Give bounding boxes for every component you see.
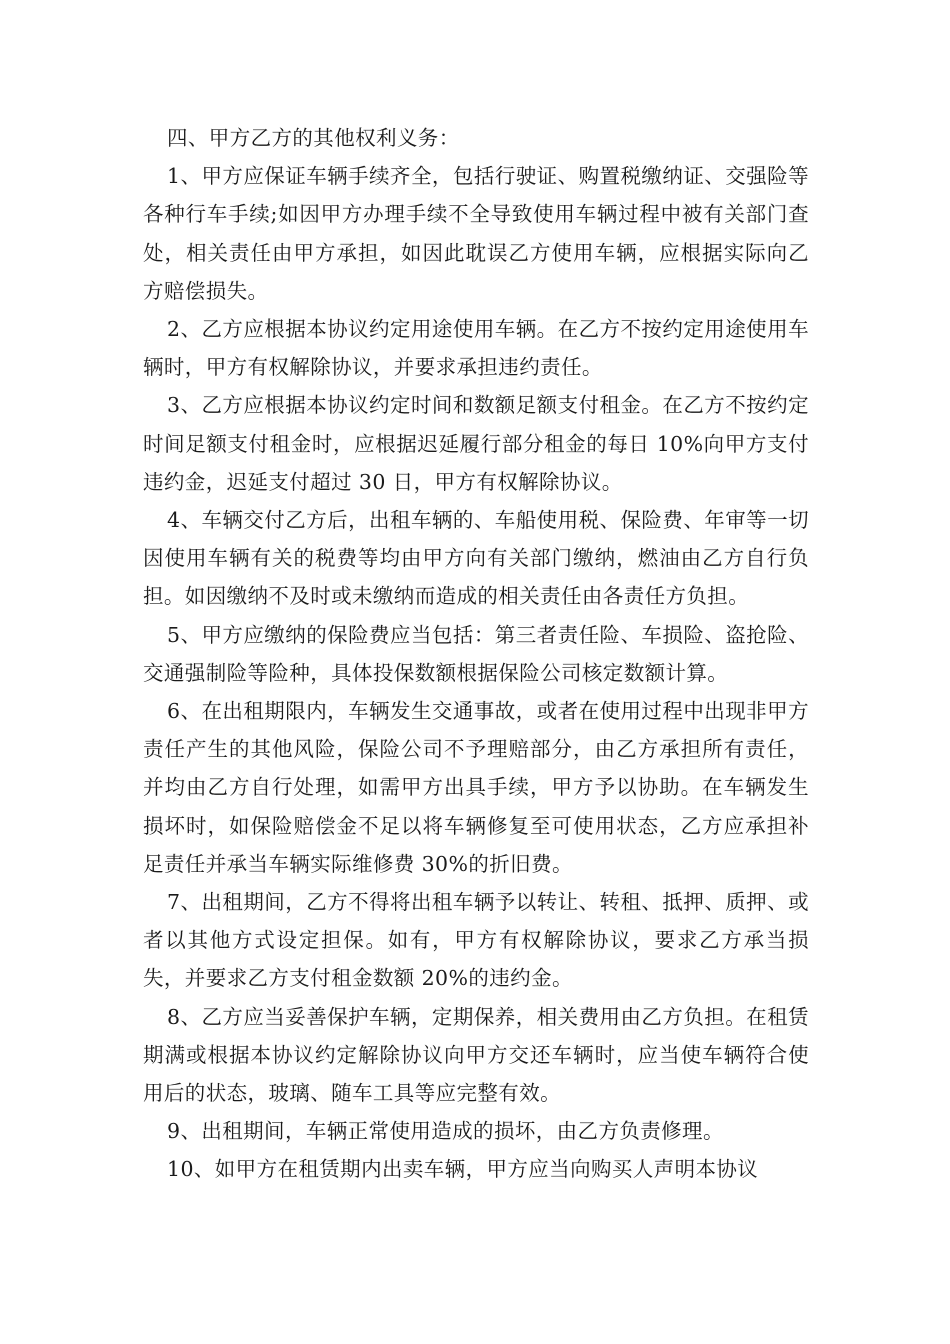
clause-3: 3、乙方应根据本协议约定时间和数额足额支付租金。在乙方不按约定时间足额支付租金时，应根据迟延履行部分租金的每日 10%向甲方支付违约金，迟延支付超过 30 日，甲方有权解除协议。 xyxy=(143,393,809,494)
clause-2: 2、乙方应根据本协议约定用途使用车辆。在乙方不按约定用途使用车辆时，甲方有权解除协议，并要求承担违约责任。 xyxy=(143,317,809,380)
section-heading: 四、甲方乙方的其他权利义务： xyxy=(167,126,460,150)
document-body xyxy=(143,119,809,1189)
clause-5: 5、甲方应缴纳的保险费应当包括：第三者责任险、车损险、盗抢险、交通强制险等险种，具体投保数额根据保险公司核定数额计算。 xyxy=(143,622,809,685)
clause-4: 4、车辆交付乙方后，出租车辆的、车船使用税、保险费、年审等一切因使用车辆有关的税费等均由甲方向有关部门缴纳，燃油由乙方自行负担。如因缴纳不及时或未缴纳而造成的相关责任由各责任方负担。 xyxy=(143,508,809,609)
clause-8: 8、乙方应当妥善保护车辆，定期保养，相关费用由乙方负担。在租赁期满或根据本协议约定解除协议向甲方交还车辆时，应当使车辆符合使用后的状态，玻璃、随车工具等应完整有效。 xyxy=(143,1004,809,1106)
clause-1: 1、甲方应保证车辆手续齐全，包括行驶证、购置税缴纳证、交强险等各种行车手续;如因甲方办理手续不全导致使用车辆过程中被有关部门查处，相关责任由甲方承担，如因此耽误乙方使用车辆，应根据实际向乙方赔偿损失。 xyxy=(143,164,809,303)
clause-9: 9、出租期间，车辆正常使用造成的损坏，由乙方负责修理。 xyxy=(167,1119,724,1144)
clause-10: 10、如甲方在租赁期内出卖车辆，甲方应当向购买人声明本协议 xyxy=(167,1157,759,1182)
clause-6: 6、在出租期限内，车辆发生交通事故，或者在使用过程中出现非甲方责任产生的其他风险，保险公司不予理赔部分，由乙方承担所有责任，并均由乙方自行处理，如需甲方出具手续，甲方予以协助。在车辆发生损坏时，如保险赔偿金不足以将车辆修复至可使用状态，乙方应承担补足责任并承当车辆实际维修费 30%的折旧费。 xyxy=(143,699,809,876)
clause-7: 7、出租期间，乙方不得将出租车辆予以转让、转租、抵押、质押、或者以其他方式设定担保。如有，甲方有权解除协议，要求乙方承当损失，并要求乙方支付租金数额 20%的违约金。 xyxy=(143,890,809,991)
